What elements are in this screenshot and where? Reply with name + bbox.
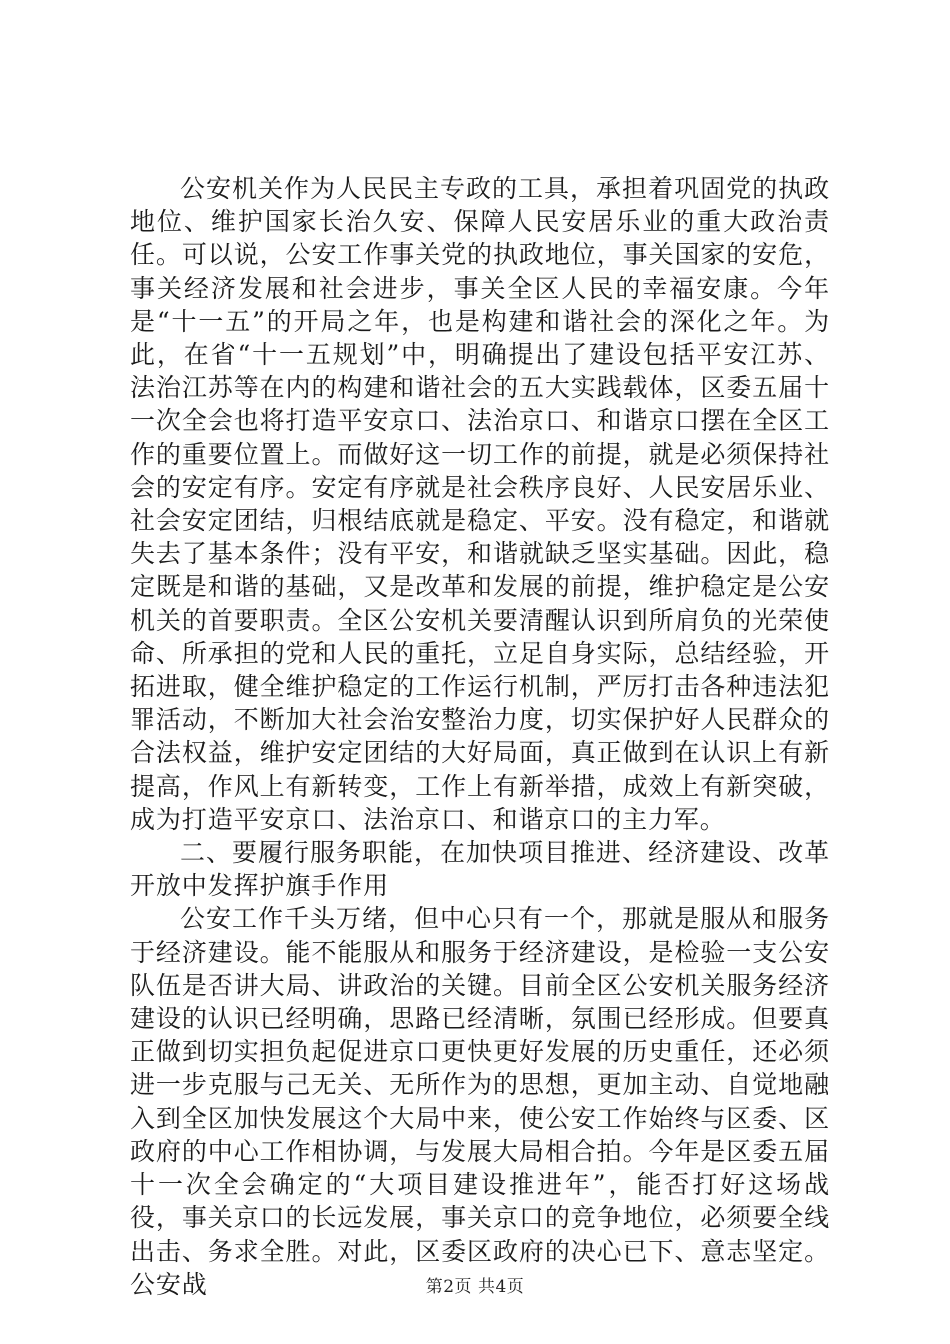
paragraph-2: 公安工作千头万绪，但中心只有一个，那就是服从和服务于经济建设。能不能服从和服务于经济建设，是检验一支公安队伍是否讲大局、讲政治的关键。目前全区公安机关服务经济建设的认识已经明确，思路已经清晰，氛围已经形成。但要真正做到切实担负起促进京口更快更好发展的历史重任，还必须进一步克服与己无关、无所作为的思想，更加主动、自觉地融入到全区加快发展这个大局中来，使公安工作始终与区委、区政府的中心工作相协调，与发展大局相合拍。今年是区委五届十一次全会确定的“大项目建设推进年”，能否打好这场战役，事关京口的长远发展，事关京口的竞争地位，必须要全线出击、务求全胜。对此，区委区政府的决心已下、意志坚定。公安战: [130, 904, 830, 1299]
section-heading: 二、要履行服务职能，在加快项目推进、经济建设、改革开放中发挥护旗手作用: [130, 838, 830, 901]
paragraph-1: 公安机关作为人民民主专政的工具，承担着巩固党的执政地位、维护国家长治久安、保障人民安居乐业的重大政治责任。可以说，公安工作事关党的执政地位，事关国家的安危，事关经济发展和社会进步，事关全区人民的幸福安康。今年是“十一五”的开局之年，也是构建和谐社会的深化之年。为此，在省“十一五规划”中，明确提出了建设包括平安江苏、法治江苏等在内的构建和谐社会的五大实践载体，区委五届十一次全会也将打造平安京口、法治京口、和谐京口摆在全区工作的重要位置上。而做好这一切工作的前提，就是必须保持社会的安定有序。安定有序就是社会秩序良好、人民安居乐业、社会安定团结，归根结底就是稳定、平安。没有稳定，和谐就失去了基本条件；没有平安，和谐就缺乏坚实基础。因此，稳定既是和谐的基础，又是改革和发展的前提，维护稳定是公安机关的首要职责。全区公安机关要清醒认识到所肩负的光荣使命、所承担的党和人民的重托，立足自身实际，总结经验，开拓进取，健全维护稳定的工作运行机制，严厉打击各种违法犯罪活动，不断加大社会治安整治力度，切实保护好人民群众的合法权益，维护安定团结的大好局面，真正做到在认识上有新提高，作风上有新转变，工作上有新举措，成效上有新突破，成为打造平安京口、法治京口、和谐京口的主力军。: [130, 174, 830, 834]
page-number-footer: 第2页 共4页: [425, 1277, 525, 1297]
document-body: [130, 172, 830, 1301]
